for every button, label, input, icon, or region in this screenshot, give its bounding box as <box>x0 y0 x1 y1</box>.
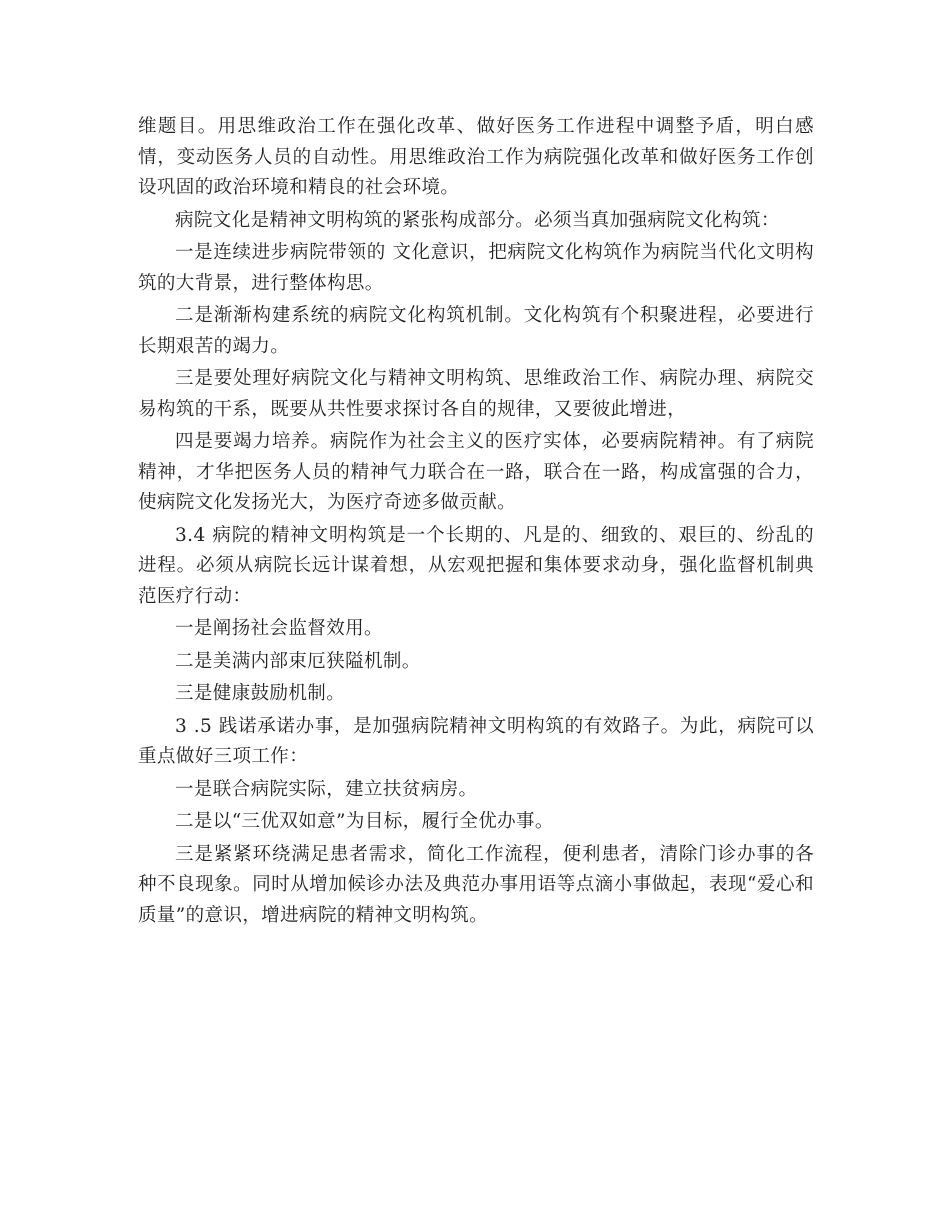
paragraph-culture-point-3: 三是要处理好病院文化与精神文明构筑、思维政治工作、病院办理、病院交易构筑的干系，既要从共性要求探讨各自的规律，又要彼此增进， <box>138 368 814 420</box>
paragraph-supervision-point-2: 二是美满内部束厄狭隘机制。 <box>175 650 421 672</box>
paragraph-culture-point-2: 二是渐渐构建系统的病院文化构筑机制。文化构筑有个积聚进程，必要进行长期艰苦的竭力。 <box>138 305 814 357</box>
paragraph-supervision-point-1: 一是阐扬社会监督效用。 <box>175 618 383 639</box>
document-body <box>138 112 814 933</box>
paragraph-service-point-3: 三是紧紧环绕满足患者需求，简化工作流程，便利患者，清除门诊办事的各种不良现象。同时从增加候诊办法及典范办事用语等点滴小事做起，表现“爱心和质量”的意识，增进病院的精神文明构筑。 <box>138 843 814 926</box>
paragraph-continuation: 维题目。用思维政治工作在强化改革、做好医务工作进程中调整予盾，明白感情，变动医务人员的自动性。用思维政治工作为病院强化改革和做好医务工作创设巩固的政治环境和精良的社会环境。 <box>138 116 814 198</box>
paragraph-section-3-5: 3 .5 践诺承诺办事，是加强病院精神文明构筑的有效路子。为此，病院可以重点做好三项工作： <box>138 715 814 767</box>
paragraph-culture-point-4: 四是要竭力培养。病院作为社会主义的医疗实体，必要病院精神。有了病院精神，才华把医务人员的精神气力联合在一路，联合在一路，构成富强的合力，使病院文化发扬光大，为医疗奇迹多做贡献。 <box>138 431 814 513</box>
paragraph-service-point-1: 一是联合病院实际，建立扶贫病房。 <box>175 778 478 800</box>
paragraph-supervision-point-3: 三是健康鼓励机制。 <box>175 683 346 704</box>
paragraph-hospital-culture: 病院文化是精神文明构筑的紧张构成部分。必须当真加强病院文化构筑： <box>175 209 780 231</box>
paragraph-culture-point-1: 一是连续进步病院带领的 文化意识，把病院文化构筑作为病院当代化文明构筑的大背景，进行整体构思。 <box>138 242 814 294</box>
paragraph-section-3-4: 3.4 病院的精神文明构筑是一个长期的、凡是的、细致的、艰巨的、纷乱的进程。必须从病院长远计谋着想，从宏观把握和集体要求动身，强化监督机制典范医疗行动： <box>138 524 814 607</box>
paragraph-service-point-2: 二是以“三优双如意”为目标，履行全优办事。 <box>175 811 554 832</box>
